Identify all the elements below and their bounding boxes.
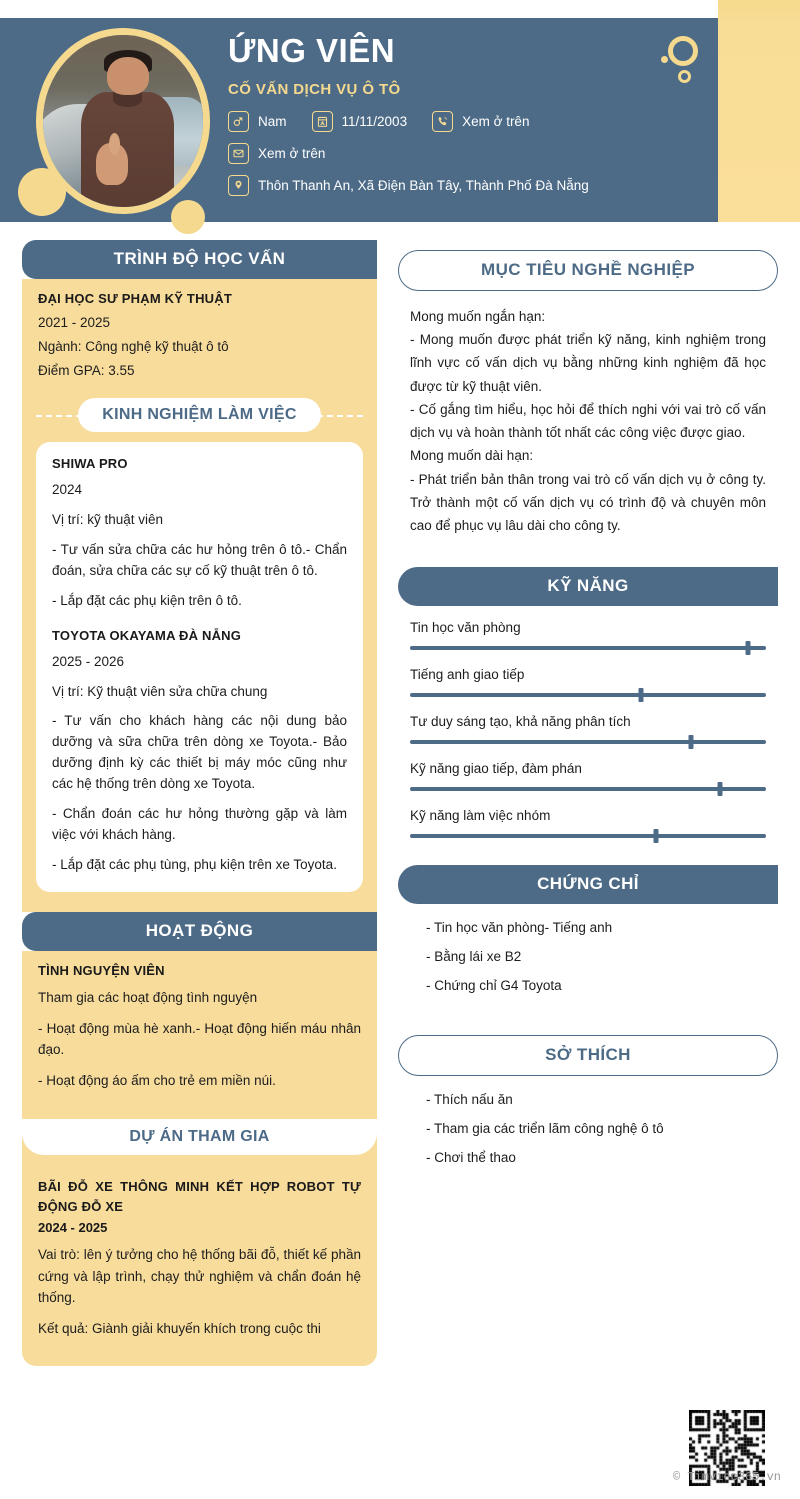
list-item: - Thích nấu ăn <box>426 1092 513 1108</box>
objective-line: - Phát triển bản thân trong vai trò cố vấn dịch vụ ở công ty. Trở thành một cố vấn dịch vụ có trình độ và chuyên môn cao để phục vụ lâu dài cho công ty. <box>410 471 766 533</box>
activity-line: - Hoạt động mùa hè xanh.- Hoạt động hiến máu nhân đạo. <box>38 1020 361 1058</box>
section-certificates <box>398 865 778 993</box>
candidate-job-title: CỐ VẤN DỊCH VỤ Ô TÔ <box>228 81 401 98</box>
project-card <box>22 1163 377 1365</box>
job-years: 2024 <box>52 482 83 497</box>
section-projects <box>22 1113 377 1365</box>
skill-item <box>410 714 766 744</box>
right-column <box>398 250 778 1179</box>
activity-title: TÌNH NGUYỆN VIÊN <box>38 962 165 978</box>
skills-list <box>398 606 778 838</box>
skill-item <box>410 620 766 650</box>
skill-slider-handle[interactable] <box>653 829 658 843</box>
gender-icon <box>228 111 249 132</box>
skill-slider-track[interactable] <box>410 740 766 744</box>
job-bullet: - Tư vấn sửa chữa các hư hỏng trên ô tô.- Chẩn đoán, sửa chữa các sự cố kỹ thuật trên ô tô. <box>52 541 347 578</box>
education-years: 2021 - 2025 <box>38 315 111 330</box>
list-item: - Tham gia các triển lãm công nghệ ô tô <box>426 1121 664 1137</box>
skill-slider-handle[interactable] <box>639 688 644 702</box>
education-school: ĐẠI HỌC SƯ PHẠM KỸ THUẬT <box>38 291 232 306</box>
objective-line: Mong muốn ngắn hạn: <box>410 309 546 324</box>
certificates-list <box>398 904 778 993</box>
job-bullet: - Lắp đặt các phụ tùng, phụ kiện trên xe Toyota. <box>52 856 337 872</box>
left-column <box>22 240 377 1366</box>
job-years: 2025 - 2026 <box>52 653 125 669</box>
experience-heading-row <box>22 398 377 432</box>
education-heading: TRÌNH ĐỘ HỌC VẤN <box>22 240 377 279</box>
copyright-text: © Timviec365.vn <box>672 1470 781 1484</box>
experience-card <box>36 442 363 892</box>
skill-slider-handle[interactable] <box>746 641 751 655</box>
project-years: 2024 - 2025 <box>38 1220 108 1236</box>
projects-heading-row <box>22 1113 377 1163</box>
contact-gender <box>228 111 287 132</box>
skill-label: Kỹ năng giao tiếp, đàm phán <box>410 761 582 777</box>
skill-label: Tư duy sáng tạo, khả năng phân tích <box>410 714 631 730</box>
birthday-calendar-icon <box>312 111 333 132</box>
skill-slider-handle[interactable] <box>717 782 722 796</box>
location-pin-icon <box>228 175 249 196</box>
cv-header <box>0 0 800 240</box>
contact-birthday <box>312 111 408 132</box>
contact-gender-value: Nam <box>258 114 287 129</box>
objective-line: - Mong muốn được phát triển kỹ năng, kinh nghiệm trong lĩnh vực cố vấn dịch vụ bằng những kinh nghiệm đã học được từ kỹ thuật viên. <box>410 332 766 394</box>
section-education <box>22 240 377 912</box>
job-bullet: - Chẩn đoán các hư hỏng thường gặp và làm việc với khách hàng. <box>52 806 347 843</box>
list-item: - Chứng chỉ G4 Toyota <box>426 978 562 994</box>
section-hobbies <box>398 1035 778 1165</box>
objective-body <box>398 291 778 537</box>
contact-info <box>228 111 698 196</box>
contact-birthday-value: 11/11/2003 <box>341 114 408 129</box>
skill-label: Tin học văn phòng <box>410 620 521 636</box>
project-role: Vai trò: lên ý tưởng cho hệ thống bãi đỗ, thiết kế phần cứng và lập trình, chạy thử nghiệm và chẩn đoán hệ thống. <box>38 1247 361 1306</box>
avatar <box>36 28 210 214</box>
skill-item <box>410 667 766 697</box>
phone-icon <box>432 111 453 132</box>
activity-line: Tham gia các hoạt động tình nguyện <box>38 989 258 1005</box>
activity-line: - Hoạt động áo ấm cho trẻ em miền núi. <box>38 1072 276 1088</box>
hobbies-list <box>398 1076 778 1165</box>
skill-slider-handle[interactable] <box>689 735 694 749</box>
job-company: SHIWA PRO <box>52 456 128 471</box>
contact-address <box>228 175 589 196</box>
skill-item <box>410 808 766 838</box>
projects-heading: DỰ ÁN THAM GIA <box>22 1119 377 1155</box>
job-bullet: - Tư vấn cho khách hàng các nội dung bảo dưỡng và sữa chữa trên dòng xe Toyota.- Bảo dưỡng định kỳ các thiết bị máy móc cũng như các hệ thống trên dòng xe Toyota. <box>52 713 347 792</box>
objective-heading: MỤC TIÊU NGHỀ NGHIỆP <box>398 250 778 291</box>
skill-slider-track[interactable] <box>410 693 766 697</box>
project-result: Kết quả: Giành giải khuyến khích trong cuộc thi <box>38 1321 321 1337</box>
list-item: - Chơi thể thao <box>426 1150 516 1166</box>
skill-label: Kỹ năng làm việc nhóm <box>410 808 551 824</box>
list-item: - Bằng lái xe B2 <box>426 949 522 965</box>
certificates-heading: CHỨNG CHỈ <box>398 865 778 904</box>
section-activities <box>22 912 377 1113</box>
objective-line: Mong muốn dài hạn: <box>410 448 534 464</box>
experience-heading: KINH NGHIỆM LÀM VIỆC <box>78 398 320 432</box>
hobbies-heading: SỞ THÍCH <box>398 1035 778 1076</box>
skill-slider-track[interactable] <box>410 834 766 838</box>
contact-phone-value: Xem ở trên <box>462 114 530 129</box>
experience-job-2 <box>52 628 347 876</box>
activities-heading: HOẠT ĐỘNG <box>22 912 377 951</box>
skill-label: Tiếng anh giao tiếp <box>410 667 525 683</box>
job-position: Vị trí: Kỹ thuật viên sửa chữa chung <box>52 683 268 699</box>
section-experience <box>22 398 377 910</box>
skill-slider-track[interactable] <box>410 646 766 650</box>
job-bullet: - Lắp đặt các phụ kiện trên ô tô. <box>52 592 242 608</box>
skill-item <box>410 761 766 791</box>
objective-line: - Cố gắng tìm hiểu, học hỏi để thích nghi với vai trò cố vấn dịch vụ và hoàn thành tốt nhất các công việc được giao. <box>410 401 766 441</box>
section-skills <box>398 567 778 838</box>
job-position: Vị trí: kỹ thuật viên <box>52 511 164 527</box>
candidate-name: ỨNG VIÊN <box>228 32 396 69</box>
project-name: BÃI ĐỖ XE THÔNG MINH KẾT HỢP ROBOT TỰ ĐỘNG ĐỖ XE <box>38 1179 361 1214</box>
contact-address-value: Thôn Thanh An, Xã Điện Bàn Tây, Thành Phố Đà Nẵng <box>258 178 589 193</box>
job-company: TOYOTA OKAYAMA ĐÀ NẴNG <box>52 627 242 643</box>
list-item: - Tin học văn phòng- Tiếng anh <box>426 920 613 936</box>
header-accent-bar <box>718 0 800 222</box>
contact-email-value: Xem ở trên <box>258 146 326 161</box>
email-icon <box>228 143 249 164</box>
skill-slider-track[interactable] <box>410 787 766 791</box>
skills-heading: KỸ NĂNG <box>398 567 778 606</box>
education-gpa: Điểm GPA: 3.55 <box>38 363 135 378</box>
experience-job-1 <box>52 456 347 612</box>
education-major: Ngành: Công nghệ kỹ thuật ô tô <box>38 339 229 354</box>
section-objective <box>398 250 778 537</box>
contact-email <box>228 143 325 164</box>
contact-phone <box>432 111 529 132</box>
